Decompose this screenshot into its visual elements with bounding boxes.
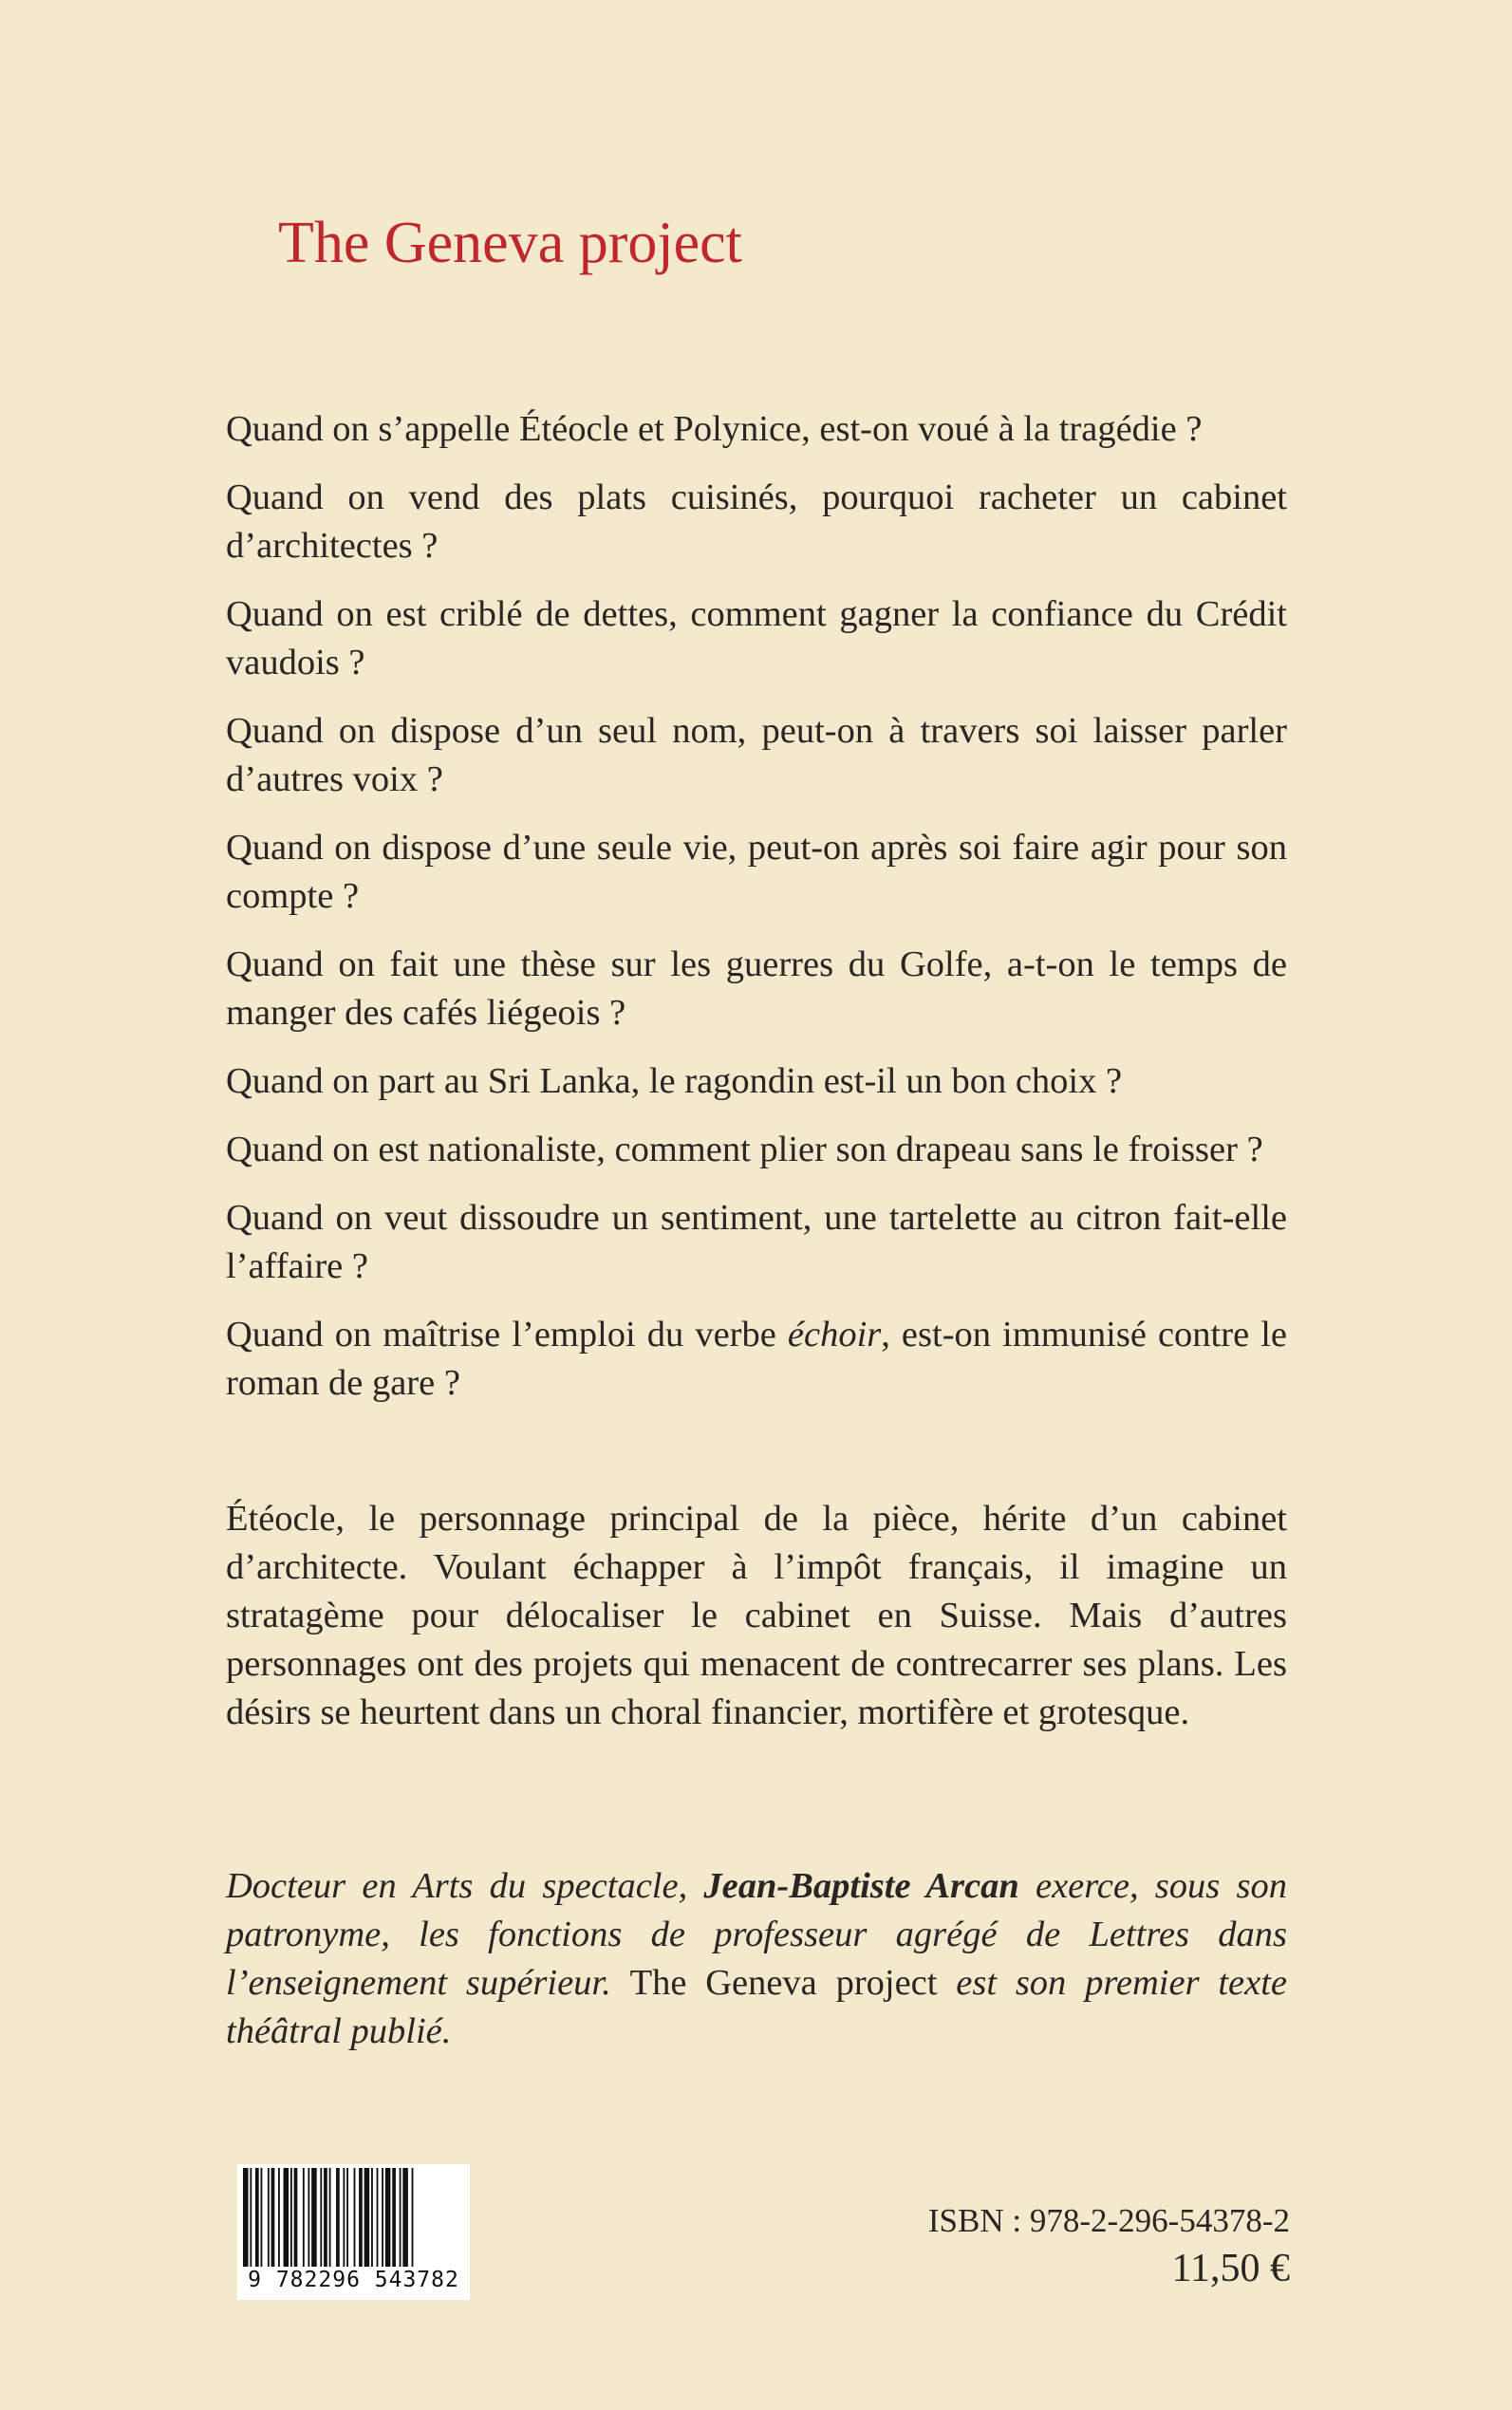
question-item: Quand on veut dissoudre un sentiment, une tartelette au citron fait-elle l’affaire ? (226, 1198, 1287, 1286)
question-item: Quand on s’appelle Étéocle et Polynice, est-on voué à la tragédie ? (226, 409, 1203, 449)
barcode-bar (320, 2168, 322, 2267)
barcode-bar (354, 2168, 356, 2267)
barcode-bar (243, 2168, 249, 2267)
book-title: The Geneva project (278, 211, 742, 275)
barcode-bar (308, 2168, 309, 2267)
bio-book-title: The Geneva project (629, 1963, 938, 2003)
question-item (226, 1311, 1287, 1408)
barcode-bar (303, 2168, 305, 2267)
question-text: Quand on maîtrise l’emploi du verbe (226, 1315, 788, 1354)
barcode-bar (343, 2168, 345, 2267)
bio-text: est son premier texte théâtral publié. (226, 1963, 1287, 2051)
barcode-bar (261, 2168, 263, 2267)
barcode-digits: 9 782296 543782 (237, 2267, 470, 2293)
question-text: , est-on immunisé contre le roman de gare ? (226, 1315, 1287, 1403)
plot-summary: Étéocle, le personnage principal de la pièce, hérite d’un cabinet d’architecte. Voulant échapper à l’impôt français, il imagine un stratagème pour délocaliser le cabinet en Suisse. Mais d’autres personnages ont des projets qui menacent de contrecarrer ses plans. Les désirs se heurtent dans un choral financier, mortifère et grotesque. (226, 1499, 1287, 1732)
question-item: Quand on est criblé de dettes, comment gagner la confiance du Crédit vaudois ? (226, 594, 1287, 682)
barcode-bar (385, 2168, 391, 2267)
question-emphasis: échoir (787, 1315, 882, 1354)
question-item: Quand on dispose d’un seul nom, peut-on à travers soi laisser parler d’autres voix ? (226, 711, 1287, 799)
question-item: Quand on fait une thèse sur les guerres du Golfe, a-t-on le temps de manger des cafés liégeois ? (226, 944, 1287, 1033)
barcode-bar (290, 2168, 292, 2267)
isbn: ISBN : 978-2-296-54378-2 (927, 2202, 1290, 2239)
barcode-bar (294, 2168, 298, 2267)
barcode-bar (271, 2168, 275, 2267)
question-item: Quand on est nationaliste, comment plier son drapeau sans le froisser ? (226, 1130, 1263, 1169)
question-item: Quand on part au Sri Lanka, le ragondin est-il un bon choix ? (226, 1061, 1123, 1101)
question-item: Quand on dispose d’une seule vie, peut-on après soi faire agir pour son compte ? (226, 828, 1287, 916)
barcode-bar (324, 2168, 327, 2267)
barcode-bar (392, 2168, 396, 2267)
barcode-bar (311, 2168, 317, 2267)
barcode-bar (359, 2168, 363, 2267)
barcode-bar (346, 2168, 348, 2267)
barcode (237, 2164, 470, 2300)
question-item: Quand on vend des plats cuisinés, pourquoi racheter un cabinet d’architectes ? (226, 477, 1287, 566)
barcode-bar (364, 2168, 370, 2267)
question-list (226, 405, 1287, 1428)
barcode-bar (402, 2168, 408, 2267)
bio-text: Docteur en Arts du spectacle, (226, 1866, 704, 1906)
barcode-bars (237, 2164, 470, 2270)
barcode-bar (382, 2168, 383, 2267)
author-name: Jean-Baptiste Arcan (703, 1866, 1019, 1906)
price: 11,50 € (1171, 2247, 1290, 2290)
author-bio (226, 1862, 1287, 2056)
barcode-bar (377, 2168, 379, 2267)
barcode-bar (278, 2168, 280, 2267)
barcode-bar (284, 2168, 289, 2267)
barcode-bar (371, 2168, 373, 2267)
barcode-bar (400, 2168, 401, 2267)
barcode-bar (268, 2168, 270, 2267)
barcode-bar (412, 2168, 414, 2267)
barcode-bar (250, 2168, 252, 2267)
bio-text: exerce, sous son patronyme, les fonctions de professeur agrégé de Lettres dans l’enseignement supérieur. (226, 1866, 1287, 2003)
barcode-bar (255, 2168, 259, 2267)
barcode-bar (336, 2168, 340, 2267)
barcode-bar (329, 2168, 331, 2267)
